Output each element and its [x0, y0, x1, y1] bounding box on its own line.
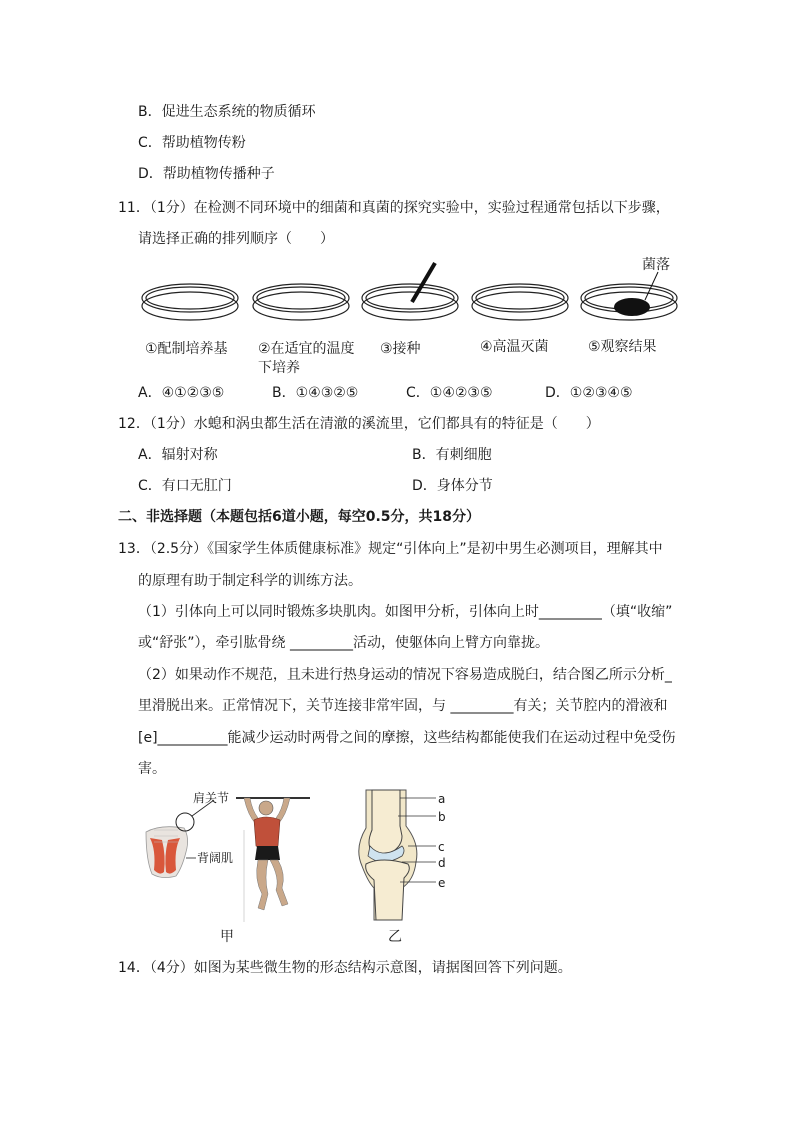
q13-line4: 或“舒张”），牵引肱骨绕 _________活动，使躯体向上臂方向靠拢。 [138, 635, 549, 651]
joint-label-a: a [438, 792, 446, 806]
back-muscle-inset [146, 827, 188, 878]
q11-option-a: A．④①②③⑤ [138, 385, 225, 401]
q11-option-b: B．①④③②⑤ [272, 385, 359, 401]
petri-dish-figure [140, 250, 660, 340]
lower-bone [366, 860, 410, 920]
label-latissimus: 背阔肌 [197, 851, 234, 865]
figure-b-joint [352, 790, 442, 922]
q11-option-c: C．①④②③⑤ [406, 385, 493, 401]
q13-line1: 13．（2.5分）《国家学生体质健康标准》规定“引体向上”是初中男生必测项目，理解其中 [118, 541, 663, 557]
q10-option-d: D．帮助植物传播种子 [138, 166, 275, 182]
joint-label-b: b [438, 810, 446, 824]
colony-label: 菌落 [642, 257, 670, 273]
dish-label-3: ③接种 [380, 341, 421, 357]
petri-dish-4 [472, 284, 568, 320]
dish-label-5: ⑤观察结果 [588, 339, 657, 355]
q13-line5: （2）如果动作不规范，且未进行热身运动的情况下容易造成脱臼，结合图乙所示分析_ [138, 667, 672, 683]
q13-line6: 里滑脱出来。正常情况下，关节连接非常牢固，与 _________有关；关节腔内的滑液和 [138, 698, 668, 714]
petri-dish-1 [142, 284, 238, 320]
q13-line8: 害。 [138, 761, 166, 777]
figure-b-caption: 乙 [388, 929, 402, 945]
petri-dish-3 [362, 284, 458, 320]
colony [614, 298, 650, 316]
q13-line3: （1）引体向上可以同时锻炼多块肌肉。如图甲分析，引体向上时_________（填“收缩” [138, 604, 673, 620]
q11-stem-line1: 11．（1分）在检测不同环境中的细菌和真菌的探究实验中，实验过程通常包括以下步骤， [118, 200, 670, 216]
joint-label-e: e [438, 876, 446, 890]
section-heading: 二、非选择题（本题包括6道小题，每空0.5分，共18分） [118, 509, 481, 525]
q13-line2: 的原理有助于制定科学的训练方法。 [138, 573, 362, 589]
upper-bone [369, 790, 402, 855]
q12-option-c: C．有口无肛门 [138, 478, 232, 494]
dish-label-1: ①配制培养基 [145, 341, 228, 357]
q14-stem: 14．（4分）如图为某些微生物的形态结构示意图，请据图回答下列问题。 [118, 960, 572, 976]
q10-option-c: C．帮助植物传粉 [138, 135, 246, 151]
q10-option-b: B．促进生态系统的物质循环 [138, 104, 316, 120]
q12-option-d: D．身体分节 [412, 478, 493, 494]
joint-label-d: d [438, 856, 446, 870]
q13-line7: [e]__________能减少运动时两骨之间的摩擦，这些结构都能使我们在运动过程中免受伤 [138, 730, 676, 746]
inoculation-needle [412, 263, 435, 302]
q11-stem-line2: 请选择正确的排列顺序（ ） [138, 231, 334, 247]
pullup-person [244, 798, 290, 922]
q12-option-a: A．辐射对称 [138, 447, 218, 463]
petri-dish-2 [253, 284, 349, 320]
joint-label-c: c [438, 840, 445, 854]
q11-option-d: D．①②③④⑤ [545, 385, 633, 401]
shoulder-joint-circle [176, 813, 194, 831]
dish-label-2a: ②在适宜的温度 [258, 341, 355, 357]
q12-stem: 12．（1分）水螅和涡虫都生活在清澈的溪流里，它们都具有的特征是（ ） [118, 416, 600, 432]
label-shoulder-joint: 肩关节 [193, 791, 230, 805]
dish-label-2b: 下培养 [258, 360, 300, 376]
figure-a-caption: 甲 [220, 929, 234, 945]
q12-option-b: B．有刺细胞 [412, 447, 492, 463]
dish-label-4: ④高温灭菌 [480, 339, 549, 355]
